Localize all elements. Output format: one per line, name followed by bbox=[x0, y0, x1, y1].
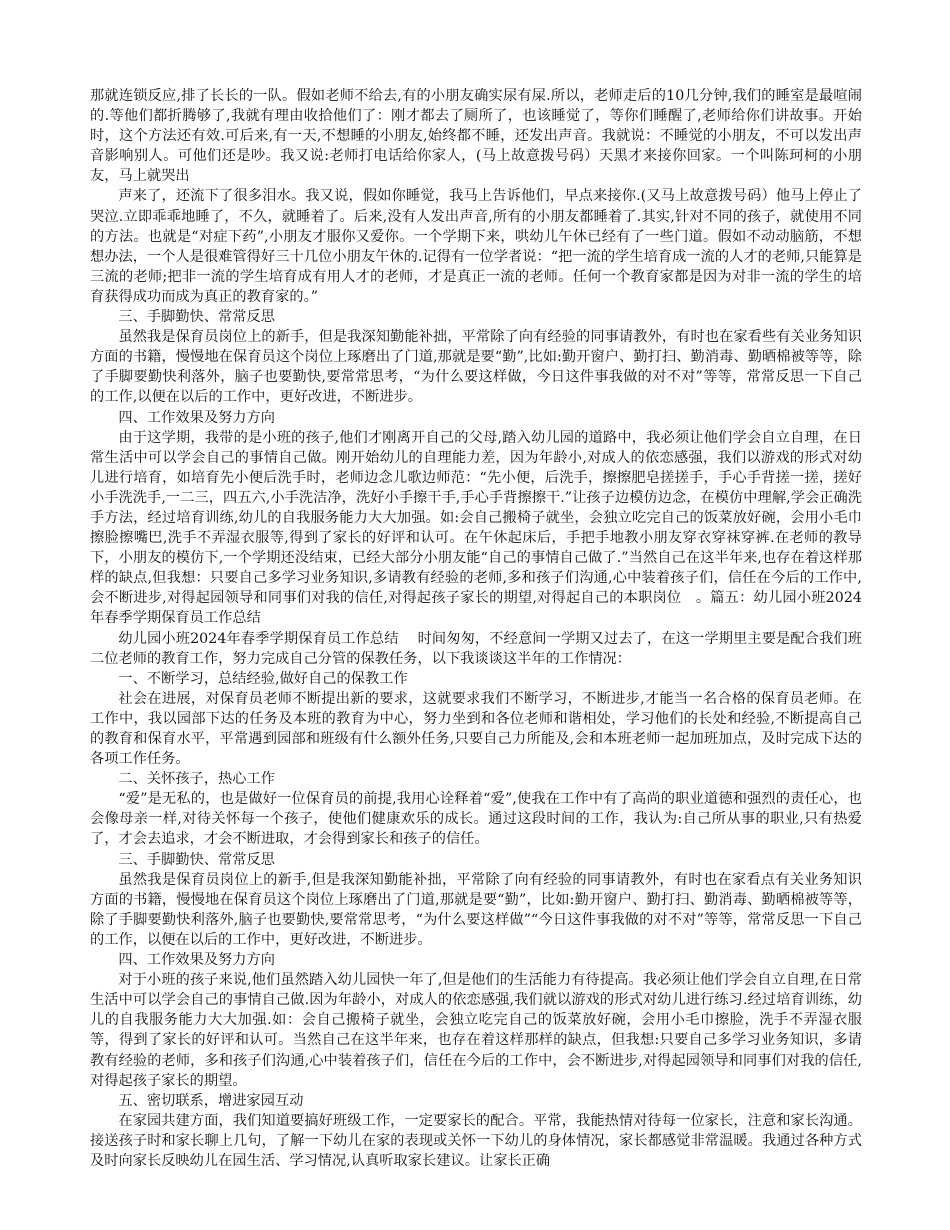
paragraph-7: 幼儿园小班2024年春季学期保育员工作总结 时间匆匆，不经意间一学期又过去了，在这一学期里主要是配合我们班二位老师的教育工作，努力完成自己分管的保教任务，以下我谈谈这半年的工作情况： bbox=[90, 630, 862, 667]
paragraph-1: 那就连锁反应,排了长长的一队。假如老师不给去,有的小朋友确实尿有屎.所以，老师走后的10几分钟,我们的睡室是最喧闹的.等他们都折腾够了,我就有理由收拾他们了：刚才都去了厕所了，也该睡觉了，等你们睡醒了,老师给你们讲故事。开始时，这个方法还有效.可后来,有一天,不想睡的小朋友,始终都不睡，还发出声音。我就说：不睡觉的小朋友，不可以发出声音影响别人。可他们还是吵。我又说:老师打电话给你家人，(马上故意拨号码）天黑才来接你回家。一个叫陈珂柯的小朋友，马上就哭出 bbox=[90, 88, 862, 185]
paragraph-2: 声来了，还流下了很多泪水。我又说，假如你睡觉，我马上告诉他们，早点来接你.(又马上故意拨号码）他马上停止了哭泣.立即乖乖地睡了，不久，就睡着了。后来,没有人发出声音,所有的小朋友都睡着了.其实,针对不同的孩子，就使用不同的方法。也就是“对症下药”,小朋友才服你又爱你。一个学期下来，哄幼儿午休已经有了一些门道。假如不动动脑筋，不想想办法，一个人是很难管得好三十几位小朋友午休的.记得有一位学者说：“把一流的学生培育成一流的人才的老师,只能算是三流的老师;把非一流的学生培育成有用人才的老师，才是真正一流的老师。任何一个教育家都是因为对非一流的学生的培育获得成功而成为真正的教育家的。” bbox=[90, 188, 862, 305]
section-heading-3: 三、手脚勤快、常常反思 bbox=[118, 309, 276, 326]
section-heading-4: 四、工作效果及努力方向 bbox=[118, 409, 276, 426]
section-heading-5: 五、密切联系，增进家园互动 bbox=[118, 1092, 304, 1109]
document-body bbox=[90, 86, 862, 1171]
section-heading-2: 二、关怀孩子，热心工作 bbox=[118, 771, 276, 788]
section-heading-4b: 四、工作效果及努力方向 bbox=[118, 952, 276, 969]
paragraph-13: 虽然我是保育员岗位上的新手,但是我深知勤能补拙，平常除了向有经验的同事请教外，有时也在家看点有关业务知识方面的书籍，慢慢地在保育员这个岗位上琢磨出了门道,那就是要“勤”，比如:勤开窗户、勤打扫、勤消毒、勤晒棉被等等，除了手脚要勤快利落外,脑子也要勤快,要常常思考，“为什么要这样做”“今日这件事我做的对不对”等等，常常反思一下自己的工作，以便在以后的工作中，更好改进，不断进步。 bbox=[90, 871, 862, 948]
paragraph-11: “爱”是无私的，也是做好一位保育员的前提,我用心诠释着“爱”,使我在工作中有了高尚的职业道德和强烈的责任心，也会像母亲一样,对待关怀每一个孩子，使他们健康欢乐的成长。通过这段时间的工作，我认为:自己所从事的职业,只有热爱了，才会去追求，才会不断进取，才会得到家长和孩子的信任。 bbox=[90, 791, 862, 848]
paragraph-4: 虽然我是保育员岗位上的新手，但是我深知勤能补拙，平常除了向有经验的同事请教外，有时也在家看些有关业务知识方面的书籍，慢慢地在保育员这个岗位上琢磨出了门道,那就是要“勤”,比如:勤开窗户、勤打扫、勤消毒、勤晒棉被等等，除了手脚要勤快利落外，脑子也要勤快,要常常思考，“为什么要这样做，今日这件事我做的对不对”等等，常常反思一下自己的工作,以便在以后的工作中，更好改进，不断进步。 bbox=[90, 329, 862, 406]
paragraph-9: 社会在进展，对保育员老师不断提出新的要求，这就要求我们不断学习，不断进步,才能当一名合格的保育员老师。在工作中，我以园部下达的任务及本班的教育为中心，努力坐到和各位老师和谐相处，学习他们的长处和经验,不断提高自己的教育和保育水平，平常遇到园部和班级有什么额外任务,只要自己力所能及,会和本班老师一起加班加点，及时完成下达的各项工作任务。 bbox=[90, 690, 862, 768]
paragraph-15: 对于小班的孩子来说,他们虽然踏入幼儿园快一年了,但是他们的生活能力有待提高。我必须让他们学会自立自理,在日常生活中可以学会自己的事情自己做.因为年龄小，对成人的依恋感强,我们就以游戏的形式对幼儿进行练习.经过培育训练，幼儿的自我服务能力大大加强.如：会自己搬椅子就坐，会独立吃完自己的饭菜放好碗，会用小毛巾擦脸，洗手不弄湿衣服等，得到了家长的好评和认可。当然自己在这半年来，也存在着这样那样的缺点，但我想:只要自己多学习业务知识，多请教有经验的老师，多和孩子们沟通,心中装着孩子们，信任在今后的工作中，会不断进步,对得起园领导和同事们对我的信任,对得起孩子家长的期望。 bbox=[90, 972, 862, 1089]
paragraph-6: 由于这学期，我带的是小班的孩子,他们才刚离开自己的父母,踏入幼儿园的道路中，我必须让他们学会自立自理，在日常生活中可以学会自己的事情自己做。刚开始幼儿的自理能力差，因为年龄小,对成人的依恋感强，我们以游戏的形式对幼儿进行培育，如培育先小便后洗手时，老师边念儿歌边师范：“先小便，后洗手，擦擦肥皂搓搓手，手心手背搓一搓，搓好小手洗洗手,一二三，四五六,小手洗洁净，洗好小手擦干手,手心手背擦擦干.”让孩子边模仿边念，在模仿中理解,学会正确洗手方法，经过培育训练,幼儿的自我服务能力大大加强。如:会自己搬椅子就坐，会独立吃完自己的饭菜放好碗，会用小毛巾擦脸擦嘴巴,洗手不弄湿衣服等,得到了家长的好评和认可。在午休起床后，手把手地教小朋友穿衣穿袜穿裤.在老师的教导下，小朋友的模仿下,一个学期还没结束，已经大部分小朋友能“自己的事情自己做了.”当然自己在这半年来,也存在着这样那样的缺点,但我想：只要自己多学习业务知识,多请教有经验的老师,多和孩子们沟通,心中装着孩子们，信任在今后的工作中,会不断进步,对得起园领导和同事们对我的信任,对得起孩子家长的期望,对得起自己的本职岗位 。篇五：幼儿园小班2024年春季学期保育员工作总结 bbox=[90, 429, 862, 627]
section-heading-1: 一、不断学习，总结经验,做好自己的保教工作 bbox=[118, 670, 408, 687]
section-heading-3b: 三、手脚勤快、常常反思 bbox=[118, 851, 276, 868]
paragraph-17: 在家园共建方面，我们知道要搞好班级工作，一定要家长的配合。平常，我能热情对待每一位家长，注意和家长沟通。接送孩子时和家长聊上几句，了解一下幼儿在家的表现或关怀一下幼儿的身体情况，家长都感觉非常温暖。我通过各种方式及时向家长反映幼儿在园生活、学习情况,认真听取家长建议。让家长正确 bbox=[90, 1112, 862, 1169]
